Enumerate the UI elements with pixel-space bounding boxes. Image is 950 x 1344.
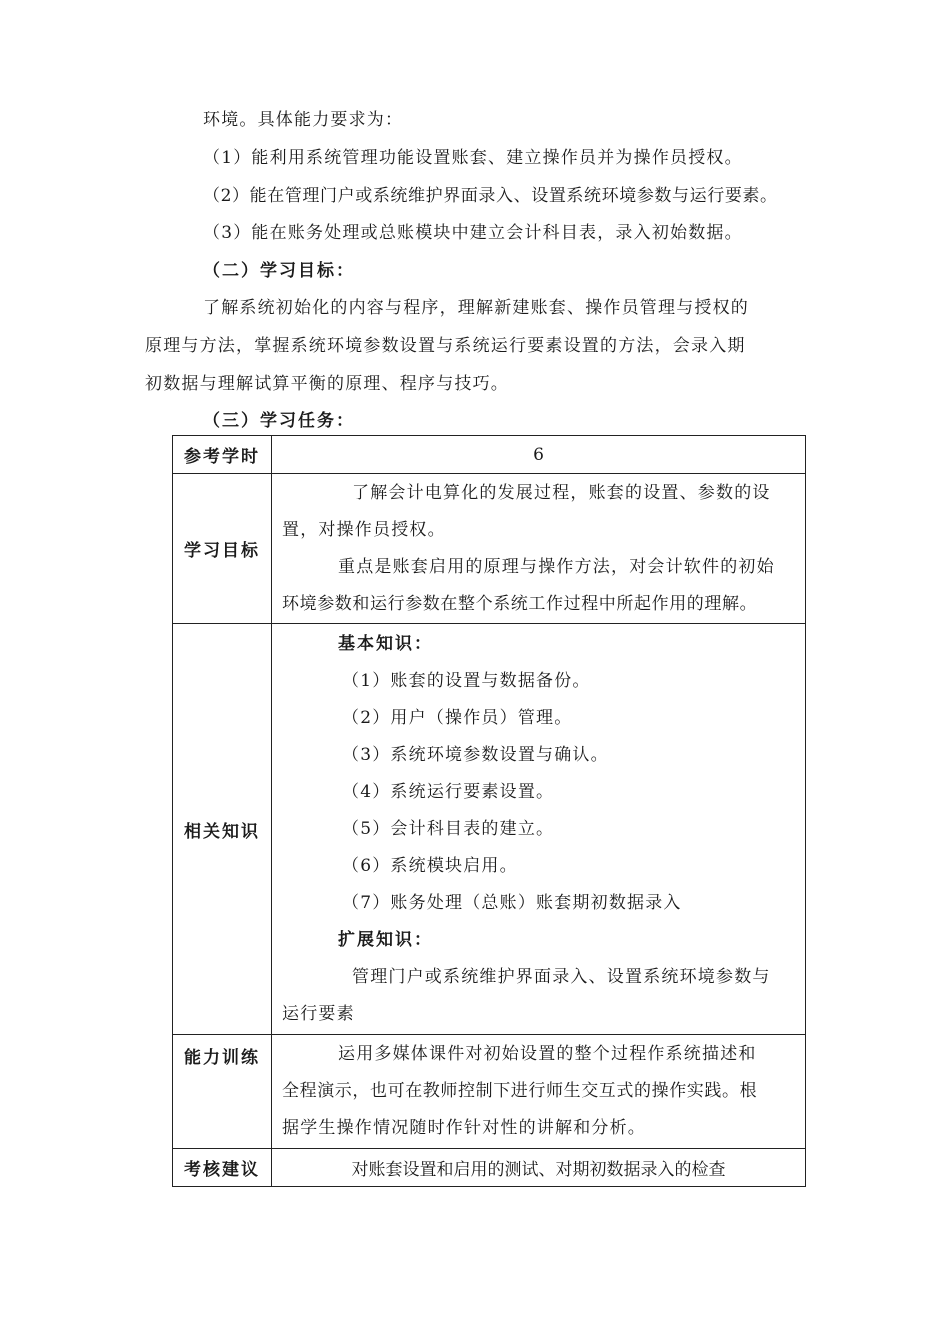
value-reference-hours: 6: [272, 436, 806, 474]
goals-paragraph-line-2: 原理与方法，掌握系统环境参数设置与系统运行要素设置的方法，会录入期: [145, 336, 746, 356]
label-related-knowledge: 相关知识: [173, 624, 272, 1035]
extended-knowledge-text: 管理门户或系统维护界面录入、设置系统环境参数与: [352, 966, 771, 987]
table-row-assessment: [173, 1149, 806, 1187]
requirement-1: （1）能利用系统管理功能设置账套、建立操作员并为操作员授权。: [203, 148, 743, 168]
requirement-2: （2）能在管理门户或系统维护界面录入、设置系统环境参数与运行要素。: [203, 186, 778, 206]
knowledge-item: （5）会计科目表的建立。: [342, 818, 555, 839]
label-ability-training: 能力训练: [173, 1035, 272, 1149]
goals-text: 环境参数和运行参数在整个系统工作过程中所起作用的理解。: [282, 593, 758, 614]
knowledge-item: （6）系统模块启用。: [342, 855, 518, 876]
goals-text: 置，对操作员授权。: [282, 519, 446, 540]
goals-text: 重点是账套启用的原理与操作方法，对会计软件的初始: [338, 556, 775, 577]
label-assessment-suggestion: 考核建议: [173, 1149, 272, 1187]
extended-knowledge-heading: 扩展知识：: [338, 929, 433, 950]
requirement-3: （3）能在账务处理或总账模块中建立会计科目表，录入初始数据。: [203, 223, 743, 243]
training-text: 运用多媒体课件对初始设置的整个过程作系统描述和: [338, 1044, 757, 1064]
table-row-knowledge: [173, 624, 806, 1035]
goals-paragraph-line-1: 了解系统初始化的内容与程序，理解新建账套、操作员管理与授权的: [203, 298, 749, 318]
basic-knowledge-heading: 基本知识：: [338, 633, 433, 654]
knowledge-item: （1）账套的设置与数据备份。: [342, 670, 591, 691]
table-row-training: [173, 1035, 806, 1149]
section-heading-learning-tasks: （三）学习任务：: [203, 411, 355, 431]
knowledge-item: （4）系统运行要素设置。: [342, 781, 555, 802]
table-row-goals: [173, 474, 806, 624]
learning-task-table: [172, 435, 806, 1187]
label-reference-hours: 参考学时: [173, 436, 272, 474]
goals-paragraph-line-3: 初数据与理解试算平衡的原理、程序与技巧。: [145, 374, 509, 394]
value-assessment-suggestion: 对账套设置和启用的测试、对期初数据录入的检查: [272, 1149, 806, 1187]
goals-text: 了解会计电算化的发展过程，账套的设置、参数的设: [352, 482, 771, 503]
cell-ability-training: [272, 1035, 806, 1149]
knowledge-item: （7）账务处理（总账）账套期初数据录入: [342, 892, 682, 913]
cell-learning-goals: [272, 474, 806, 624]
section-heading-learning-goals: （二）学习目标：: [203, 261, 355, 281]
label-learning-goals: 学习目标: [173, 474, 272, 624]
knowledge-item: （3）系统环境参数设置与确认。: [342, 744, 609, 765]
intro-line: 环境。具体能力要求为：: [203, 110, 404, 130]
training-text: 全程演示，也可在教师控制下进行师生交互式的操作实践。根: [282, 1081, 758, 1101]
table-row-hours: [173, 436, 806, 474]
cell-related-knowledge: [272, 624, 806, 1035]
extended-knowledge-text: 运行要素: [282, 1003, 355, 1024]
training-text: 据学生操作情况随时作针对性的讲解和分析。: [282, 1118, 646, 1138]
knowledge-item: （2）用户（操作员）管理。: [342, 707, 573, 728]
